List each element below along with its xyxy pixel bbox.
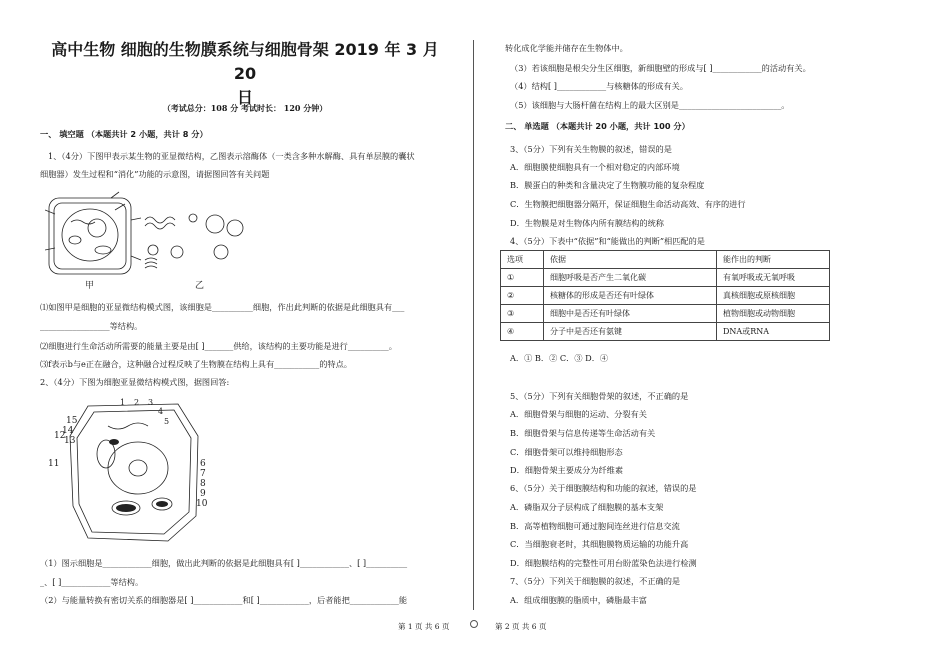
table-header-cell: 能作出的判断 (717, 251, 830, 269)
q1-stem-line1: 1、（4分）下图甲表示某生物的亚显微结构，乙图表示溶酶体（一类含多种水解酶、具有单层膜的囊状 (48, 151, 415, 161)
q5-stem: 5、（5分）下列有关细胞骨架的叙述，不正确的是 (510, 391, 689, 401)
table-row (501, 269, 830, 287)
table-cell: 核糖体的形成是否还有叶绿体 (544, 287, 717, 305)
table-cell: ③ (501, 305, 544, 323)
figure-2-num-right-3: 8 (200, 479, 206, 489)
q2-stem: 2、（4分）下图为细胞亚显微结构模式图，据图回答: (40, 377, 230, 387)
table-cell: ① (501, 269, 544, 287)
q4-options: A．① B．② C．③ D．④ (510, 353, 609, 363)
q1-part1-line2: _________________等结构。 (40, 321, 143, 331)
table-cell: ② (501, 287, 544, 305)
q3-option-d: D．生物膜是对生物体内所有膜结构的统称 (510, 218, 664, 228)
table-row (501, 287, 830, 305)
q3-option-b: B．膜蛋白的种类和含量决定了生物膜功能的复杂程度 (510, 180, 705, 190)
table-cell: 有氧呼吸或无氧呼吸 (717, 269, 830, 287)
q5-option-a: A．细胞骨架与细胞的运动、分裂有关 (510, 409, 647, 419)
figure-1-label-a: 甲 (85, 281, 95, 291)
q2-part4: （4）结构[ ]____________与核糖体的形成有关。 (510, 81, 688, 91)
section-1-heading: 一、 填空题 （本题共计 2 小题，共计 8 分） (40, 129, 208, 139)
q2-part3: （3）若该细胞是根尖分生区细胞，新细胞壁的形成与[ ]____________的活动有关。 (510, 63, 811, 73)
q6-option-c: C．当细胞衰老时，其细胞膜物质运输的功能升高 (510, 539, 689, 549)
figure-2-num-right-5: 10 (196, 499, 208, 509)
q6-option-b: B．高等植物细胞可通过胞间连丝进行信息交流 (510, 521, 680, 531)
figure-2-num-top-2: 2 (134, 398, 140, 407)
q3-stem: 3、（5分）下列有关生物膜的叙述，错误的是 (510, 144, 672, 154)
q2-part2: （2）与能量转换有密切关系的细胞器是[ ]____________和[ ]____________，后者能把____________能 (40, 595, 408, 605)
figure-1-label-b: 乙 (195, 281, 205, 291)
footer-page-left: 第 1 页 共 6 页 (398, 622, 450, 631)
table-cell: 植物细胞或动物细胞 (717, 305, 830, 323)
figure-1-cell-diagrams (45, 190, 265, 292)
title-line-1: 高中生物 细胞的生物膜系统与细胞骨架 2019 年 3 月 20 (51, 40, 439, 83)
figure-2-num-left-4: 12 (54, 431, 66, 441)
q3-option-c: C．生物膜把细胞器分隔开，保证细胞生命活动高效、有序的进行 (510, 199, 746, 209)
footer-page-right: 第 2 页 共 6 页 (495, 622, 547, 631)
table-cell: ④ (501, 323, 544, 341)
table-header-cell: 依据 (544, 251, 717, 269)
figure-2-num-top-4: 4 (158, 407, 164, 416)
q4-table (500, 250, 830, 341)
table-cell: 分子中是否还有氨键 (544, 323, 717, 341)
table-header-cell: 选项 (501, 251, 544, 269)
figure-2-num-left-1: 15 (66, 416, 78, 426)
figure-2-num-left-2: 14 (62, 426, 74, 436)
q6-option-a: A．磷脂双分子层构成了细胞膜的基本支架 (510, 502, 664, 512)
figure-2-cell-diagram (48, 396, 218, 546)
q5-option-c: C．细胞骨架可以维持细胞形态 (510, 447, 623, 457)
q6-option-d: D．细胞膜结构的完整性可用台盼蓝染色法进行检测 (510, 558, 697, 568)
figure-2-num-left-3: 13 (64, 436, 76, 446)
figure-2-num-right-1: 6 (200, 459, 206, 469)
q5-option-b: B．细胞骨架与信息传递等生命活动有关 (510, 428, 656, 438)
figure-2-num-left-5: 11 (48, 459, 60, 469)
title-line-2: 日 (236, 88, 253, 107)
table-cell: 细胞呼吸是否产生二氧化碳 (544, 269, 717, 287)
q2-part1-line2: _、[ ]____________等结构。 (40, 577, 144, 587)
figure-2-num-top-5: 5 (164, 417, 170, 426)
q3-option-a: A．细胞膜使细胞具有一个相对稳定的内部环境 (510, 162, 680, 172)
exam-meta: （考试总分：108 分 考试时长： 120 分钟） (162, 103, 328, 113)
q7-option-a: A．组成细胞膜的脂质中，磷脂最丰富 (510, 595, 647, 605)
figure-2-num-right-2: 7 (200, 469, 206, 479)
q7-stem: 7、（5分）下列关于细胞膜的叙述，不正确的是 (510, 576, 681, 586)
q1-part1-line1: ⑴如图甲是细胞的亚显微结构模式图，该细胞是__________细胞，作出此判断的依据是此细胞具有___ (40, 302, 405, 312)
table-cell: 细胞中是否还有叶绿体 (544, 305, 717, 323)
figure-2-num-top-3: 3 (148, 398, 154, 407)
q4-stem: 4、（5分）下表中“依据”和“能做出的判断”相匹配的是 (510, 236, 705, 246)
q1-part3: ⑶f表示b与e正在融合，这种融合过程反映了生物膜在结构上具有___________的特点。 (40, 359, 352, 369)
column-divider (473, 40, 474, 610)
table-header-row (501, 251, 830, 269)
figure-2-num-right-4: 9 (200, 489, 206, 499)
q2-part5: （5）该细胞与大肠杆菌在结构上的最大区别是_________________________。 (510, 100, 790, 110)
section-2-heading: 二、 单选题 （本题共计 20 小题，共计 100 分） (505, 121, 690, 131)
q1-part2: ⑵细胞进行生命活动所需要的能量主要是由[ ]_______供给，该结构的主要功能是进行__________。 (40, 341, 397, 351)
q6-stem: 6、（5分）关于细胞膜结构和功能的叙述，错误的是 (510, 483, 697, 493)
q1-stem-line2: 细胞器）发生过程和“消化”功能的示意图，请据图回答有关问题 (40, 169, 270, 179)
q5-option-d: D．细胞骨架主要成分为纤维素 (510, 465, 624, 475)
page-title (40, 38, 450, 110)
q2-cont: 转化成化学能并储存在生物体中。 (505, 43, 628, 53)
footer-circle-icon (470, 620, 478, 628)
table-row (501, 323, 830, 341)
q2-part1-line1: （1）图示细胞是____________细胞，做出此判断的依据是此细胞具有[ ]____________、[ ]__________ (40, 558, 408, 568)
figure-2-num-top-1: 1 (120, 398, 126, 407)
table-row (501, 305, 830, 323)
table-cell: 真核细胞或原核细胞 (717, 287, 830, 305)
table-cell: DNA或RNA (717, 323, 830, 341)
